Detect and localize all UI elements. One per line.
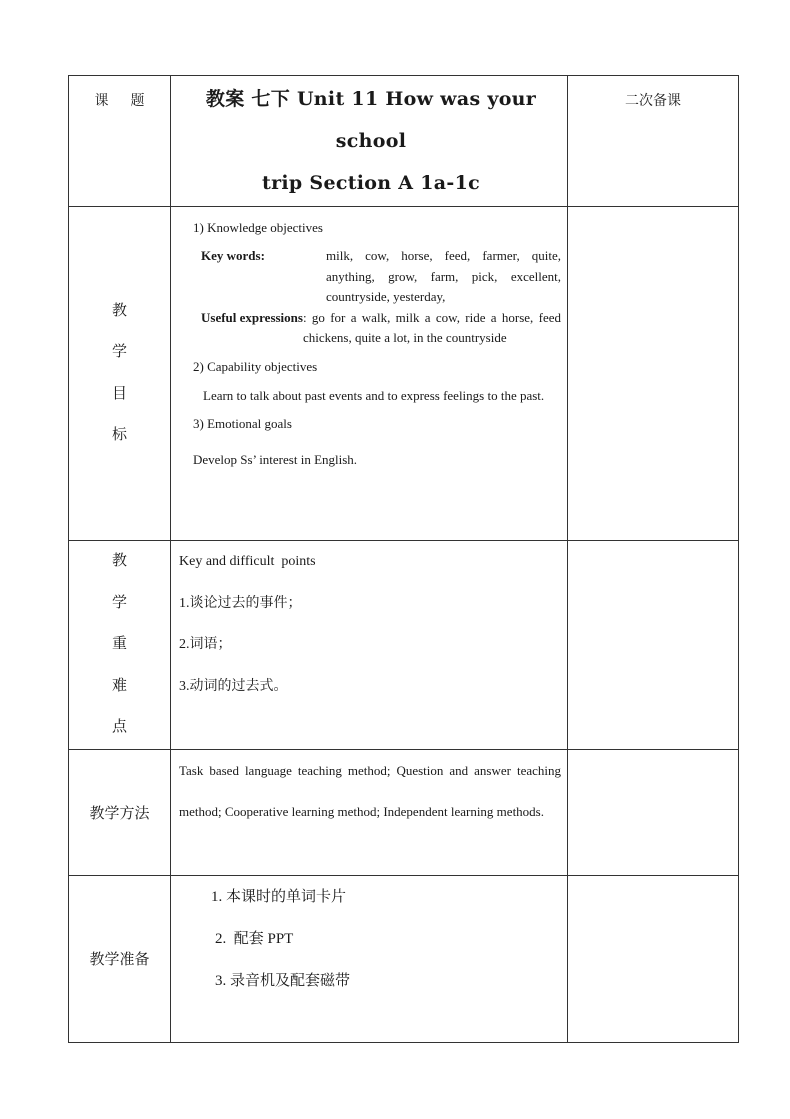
key-points-content: [171, 541, 568, 750]
second-preparation-header: 二次备课: [568, 76, 739, 207]
key-point-item: 3.动词的过去式。: [179, 678, 288, 694]
lesson-plan-table: [68, 75, 739, 1043]
key-points-notes: [568, 541, 739, 750]
preparation-label: 教学准备: [69, 875, 171, 1042]
knowledge-heading: 1) Knowledge objectives: [193, 220, 323, 235]
topic-label-char-2: 题: [130, 94, 145, 109]
key-points-label-char: 学: [111, 594, 127, 611]
objectives-label-char: 学: [111, 344, 127, 360]
objectives-content: [171, 207, 568, 541]
objectives-label-char: 教: [111, 302, 127, 319]
key-points-heading: Key and difficult points: [179, 554, 316, 569]
preparation-item: 2. 配套 PPT: [215, 930, 294, 947]
header-row: [69, 76, 739, 207]
objectives-label-char: 目: [111, 385, 127, 402]
useful-expressions: [201, 308, 561, 349]
lesson-title-line1: Unit 11 How was your school: [296, 88, 537, 152]
capability-text: Learn to talk about past events and to express feelings to the past.: [203, 387, 545, 403]
key-point-item: 2.词语；: [179, 637, 232, 652]
key-points-row: [69, 541, 739, 750]
key-points-label: [69, 541, 171, 750]
useful-expressions-text: : go for a walk, milk a cow, ride a horse, feed chickens, quite a lot, in the countryside: [302, 309, 561, 345]
preparation-notes: [568, 875, 739, 1042]
key-words: [201, 246, 561, 308]
topic-label-char-1: 课: [94, 94, 109, 109]
preparation-item: 1. 本课时的单词卡片: [211, 888, 347, 905]
key-points-label-char: 难: [111, 677, 127, 694]
lesson-title-chinese: 教案 七下: [205, 88, 291, 110]
lesson-title: [171, 76, 568, 207]
methods-notes: [568, 749, 739, 875]
emotional-text: Develop Ss’ interest in English.: [193, 451, 358, 467]
useful-expressions-label: Useful expressions: [201, 309, 303, 325]
capability-heading: 2) Capability objectives: [193, 358, 318, 374]
key-words-text: milk, cow, horse, feed, farmer, quite, anything, grow, farm, pick, excellent, countryside, yesterday,: [326, 248, 561, 304]
preparation-content: [171, 875, 568, 1042]
key-point-item: 1.谈论过去的事件；: [179, 595, 302, 611]
emotional-heading: 3) Emotional goals: [193, 415, 292, 431]
methods-label: 教学方法: [69, 749, 171, 875]
key-points-label-char: 点: [111, 719, 127, 735]
objectives-row: [69, 207, 739, 541]
preparation-item: 3. 录音机及配套磁带: [215, 972, 351, 989]
topic-label: [69, 76, 171, 207]
lesson-title-line2: trip Section A 1a-1c: [262, 172, 480, 194]
key-points-label-char: 教: [111, 553, 127, 569]
key-points-label-char: 重: [111, 636, 127, 652]
preparation-row: [69, 875, 739, 1042]
methods-row: [69, 749, 739, 875]
objectives-notes: [568, 207, 739, 541]
key-words-label: Key words:: [201, 248, 265, 263]
methods-text: Task based language teaching method; Question and answer teaching method; Cooperative learning method; Independent learning methods.: [171, 749, 568, 875]
objectives-label: [69, 207, 171, 541]
objectives-label-char: 标: [111, 427, 127, 443]
